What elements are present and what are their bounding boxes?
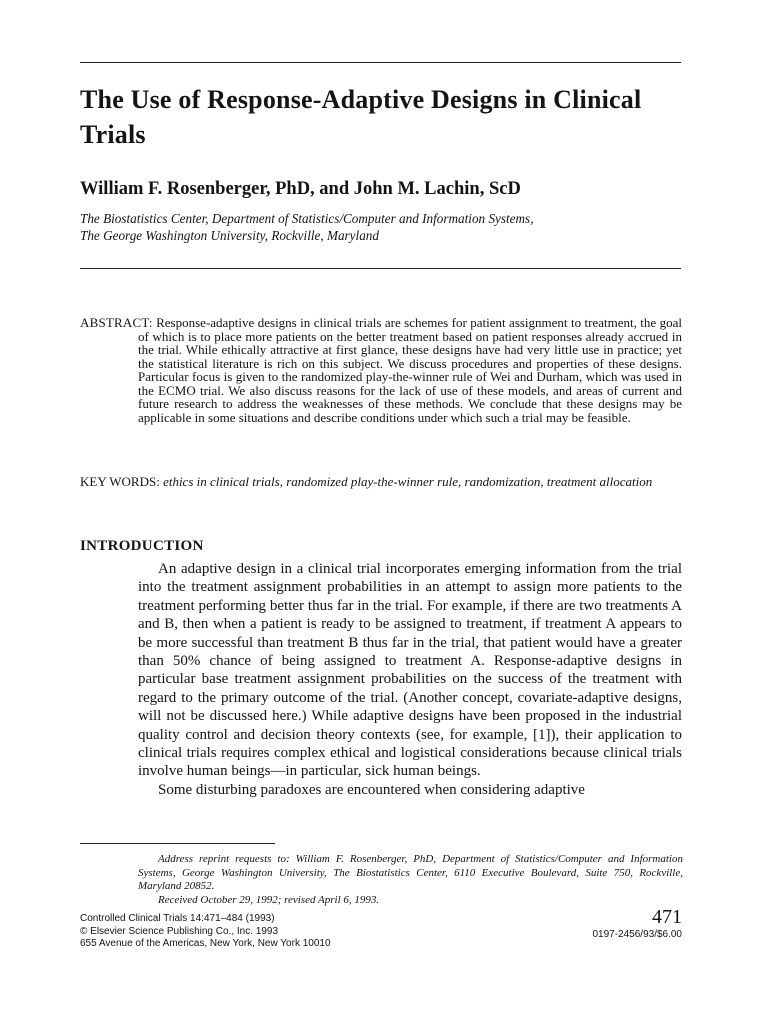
section-heading-introduction: INTRODUCTION [80, 538, 204, 554]
footnote-rule [80, 843, 275, 844]
affiliation-line: The Biostatistics Center, Department of Statistics/Computer and Information Systems, [80, 211, 534, 226]
journal-info [80, 913, 331, 951]
keywords [80, 474, 682, 489]
body-paragraph: An adaptive design in a clinical trial incorporates emerging information from the trial into the treatment assignment probabilities in an attempt to assign more patients to the treatment performing better thus far in the trial. For example, if there are two treatments A and B, then when a patient is ready to be assigned to treatment, if treatment A appears to be more successful than treatment B thus far in the trial, that patient would have a greater than 50% chance of being assigned to treatment A. Response-adaptive designs in particular base treatment assignment probabilities on the success of the treatment with regard to the primary outcome of the trial. (Another concept, covariate-adaptive designs, will not be discussed here.) While adaptive designs have been proposed in the industrial quality control and decision theory contexts (see, for example, [1]), their application to clinical trials requires complex ethical and logistical considerations because clinical trials involve human beings—in particular, sick human beings. [138, 561, 682, 780]
keywords-text: ethics in clinical trials, randomized play-the-winner rule, randomization, treatment allocation [163, 474, 653, 489]
article-authors: William F. Rosenberger, PhD, and John M. Lachin, ScD [80, 179, 521, 199]
footnote-address: Address reprint requests to: William F. Rosenberger, PhD, Department of Statistics/Computer and Information Systems, George Washington University, The Biostatistics Center, 6110 Executive Boulevard, Suite 750, Rockville, Maryland 20852. [138, 853, 683, 892]
top-rule [80, 62, 681, 63]
page-number: 471 [652, 906, 682, 928]
article-title: The Use of Response-Adaptive Designs in Clinical Trials [80, 85, 642, 149]
abstract-text: Response-adaptive designs in clinical trials are schemes for patient assignment to treatment, the goal of which is to place more patients on the better treatment based on patient responses already accrued in the trial. While ethically attractive at first glance, these designs have had very little use in practice; yet the statistical literature is rich on this subject. We discuss procedures and properties of these designs. Particular focus is given to the randomized play-the-winner rule of Wei and Durham, which was used in the ECMO trial. We also discuss reasons for the lack of use of these models, and areas of current and future research to address the weaknesses of these methods. We conclude that these designs may be applicable in some situations and describe conditions under which such a trial may be feasible. [138, 315, 682, 425]
abstract-label: ABSTRACT: [80, 315, 153, 330]
introduction-body [138, 560, 682, 799]
author-affiliation [80, 210, 680, 244]
journal-copyright: © Elsevier Science Publishing Co., Inc. 1993 [80, 925, 279, 937]
header-rule [80, 268, 681, 269]
publisher-address: 655 Avenue of the Americas, New York, New York 10010 [80, 938, 331, 949]
keywords-label: KEY WORDS: [80, 474, 160, 489]
abstract [80, 316, 682, 424]
footnote [138, 853, 683, 907]
issn-code: 0197-2456/93/$6.00 [592, 929, 682, 940]
journal-citation: Controlled Clinical Trials 14:471–484 (1993) [80, 913, 275, 924]
body-paragraph: Some disturbing paradoxes are encountered when considering adaptive [158, 781, 585, 798]
footnote-received: Received October 29, 1992; revised April 6, 1993. [158, 893, 380, 906]
affiliation-line: The George Washington University, Rockville, Maryland [80, 228, 379, 243]
